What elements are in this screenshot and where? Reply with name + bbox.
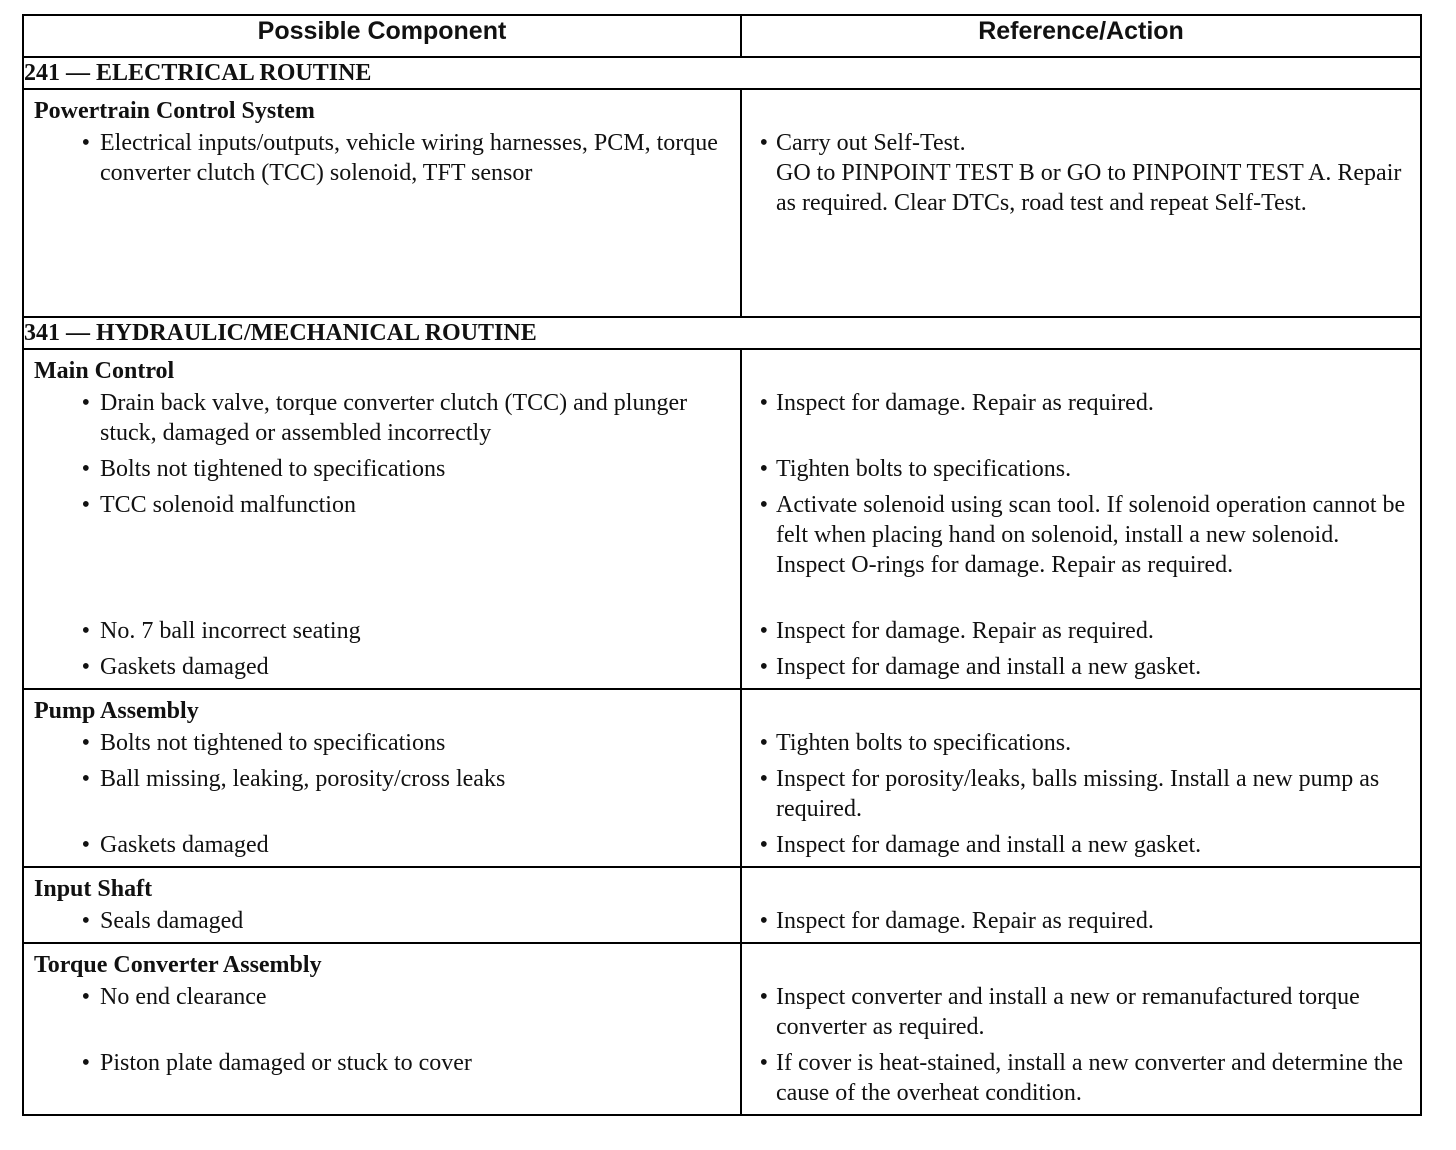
action-text: Activate solenoid using scan tool. If solenoid operation cannot be felt when placing hand on solenoid, install a new solenoid. Inspect O-rings for damage. Repair as required. xyxy=(776,492,1406,578)
component-text: Ball missing, leaking, porosity/cross leaks xyxy=(100,766,506,792)
action-item xyxy=(752,616,1410,652)
action-item xyxy=(752,490,1410,616)
bullet-icon: • xyxy=(81,130,90,156)
component-group-row xyxy=(23,349,1421,689)
action-item xyxy=(752,906,1410,936)
action-text: Inspect converter and install a new or remanufactured torque converter as required. xyxy=(776,984,1360,1040)
action-text: Inspect for damage. Repair as required. xyxy=(776,908,1154,934)
bullet-icon: • xyxy=(759,766,768,792)
component-cell xyxy=(23,943,741,1115)
component-item xyxy=(34,764,730,830)
diagnosis-table xyxy=(22,14,1422,1116)
action-text: Inspect for damage. Repair as required. xyxy=(776,390,1154,416)
header-reference-action: Reference/Action xyxy=(741,15,1421,57)
action-cell xyxy=(741,943,1421,1115)
bullet-icon: • xyxy=(81,390,90,416)
bullet-icon: • xyxy=(759,730,768,756)
action-text: Carry out Self-Test. xyxy=(776,130,966,156)
component-text: Seals damaged xyxy=(100,908,244,934)
component-item xyxy=(34,652,730,682)
component-cell xyxy=(23,349,741,689)
diagnosis-document xyxy=(22,14,1420,1116)
routine-title: 241 — ELECTRICAL ROUTINE xyxy=(23,57,1421,89)
component-cell xyxy=(23,89,741,317)
bullet-icon: • xyxy=(81,1050,90,1076)
component-cell xyxy=(23,867,741,943)
component-item xyxy=(34,128,730,188)
component-group-title: Powertrain Control System xyxy=(34,98,315,124)
component-group-title: Main Control xyxy=(34,358,175,384)
component-text: Gaskets damaged xyxy=(100,654,269,680)
component-group-row xyxy=(23,867,1421,943)
component-item xyxy=(34,1048,730,1078)
component-text: Bolts not tightened to specifications xyxy=(100,456,446,482)
component-item xyxy=(34,906,730,936)
component-text: No. 7 ball incorrect seating xyxy=(100,618,361,644)
component-text: Drain back valve, torque converter clutch (TCC) and plunger stuck, damaged or assembled incorrectly xyxy=(100,390,688,446)
component-text: Gaskets damaged xyxy=(100,832,269,858)
component-group-row xyxy=(23,689,1421,867)
bullet-icon: • xyxy=(759,908,768,934)
action-item xyxy=(752,764,1410,830)
bullet-icon: • xyxy=(81,618,90,644)
component-group-title: Pump Assembly xyxy=(34,698,199,724)
bullet-icon: • xyxy=(759,1050,768,1076)
bullet-icon: • xyxy=(81,456,90,482)
action-text: Inspect for porosity/leaks, balls missing. Install a new pump as required. xyxy=(776,766,1380,822)
action-text: Inspect for damage and install a new gasket. xyxy=(776,654,1202,680)
component-item xyxy=(34,616,730,652)
action-item xyxy=(752,728,1410,764)
bullet-icon: • xyxy=(81,492,90,518)
bullet-icon: • xyxy=(759,456,768,482)
component-text: Bolts not tightened to specifications xyxy=(100,730,446,756)
component-text: Piston plate damaged or stuck to cover xyxy=(100,1050,472,1076)
action-text: Inspect for damage. Repair as required. xyxy=(776,618,1154,644)
bullet-icon: • xyxy=(81,984,90,1010)
routine-row xyxy=(23,317,1421,349)
action-text: Tighten bolts to specifications. xyxy=(776,730,1072,756)
action-item xyxy=(752,982,1410,1048)
component-group-title: Input Shaft xyxy=(34,876,153,902)
action-cell xyxy=(741,89,1421,317)
action-cell xyxy=(741,349,1421,689)
bullet-icon: • xyxy=(759,832,768,858)
bullet-icon: • xyxy=(759,492,768,518)
bullet-icon: • xyxy=(759,130,768,156)
table-header-row xyxy=(23,15,1421,57)
action-item xyxy=(752,830,1410,860)
component-item xyxy=(34,388,730,454)
bullet-icon: • xyxy=(81,766,90,792)
bullet-icon: • xyxy=(81,908,90,934)
bullet-icon: • xyxy=(81,832,90,858)
action-item xyxy=(752,128,1410,218)
bullet-icon: • xyxy=(759,984,768,1010)
bullet-icon: • xyxy=(759,390,768,416)
component-item xyxy=(34,728,730,764)
action-text: Tighten bolts to specifications. xyxy=(776,456,1072,482)
component-group-row xyxy=(23,89,1421,317)
component-item xyxy=(34,982,730,1048)
routine-row xyxy=(23,57,1421,89)
component-group-row xyxy=(23,943,1421,1115)
bullet-icon: • xyxy=(759,654,768,680)
action-cell xyxy=(741,867,1421,943)
component-item xyxy=(34,454,730,490)
action-item xyxy=(752,388,1410,454)
component-item xyxy=(34,830,730,860)
action-text: Inspect for damage and install a new gasket. xyxy=(776,832,1202,858)
component-group-title: Torque Converter Assembly xyxy=(34,952,322,978)
header-possible-component: Possible Component xyxy=(23,15,741,57)
component-text: Electrical inputs/outputs, vehicle wiring harnesses, PCM, torque converter clutch (TCC) solenoid, TFT sensor xyxy=(100,130,718,186)
bullet-icon: • xyxy=(81,654,90,680)
routine-title: 341 — HYDRAULIC/MECHANICAL ROUTINE xyxy=(23,317,1421,349)
component-item xyxy=(34,490,730,616)
bullet-icon: • xyxy=(81,730,90,756)
bullet-icon: • xyxy=(759,618,768,644)
action-item xyxy=(752,454,1410,490)
action-cell xyxy=(741,689,1421,867)
action-item xyxy=(752,1048,1410,1108)
component-text: TCC solenoid malfunction xyxy=(100,492,356,518)
component-text: No end clearance xyxy=(100,984,267,1010)
action-text-continued: GO to PINPOINT TEST B or GO to PINPOINT TEST A. Repair as required. Clear DTCs, road test and repeat Self-Test. xyxy=(776,160,1402,216)
component-cell xyxy=(23,689,741,867)
action-item xyxy=(752,652,1410,682)
action-text: If cover is heat-stained, install a new converter and determine the cause of the overheat condition. xyxy=(776,1050,1404,1106)
